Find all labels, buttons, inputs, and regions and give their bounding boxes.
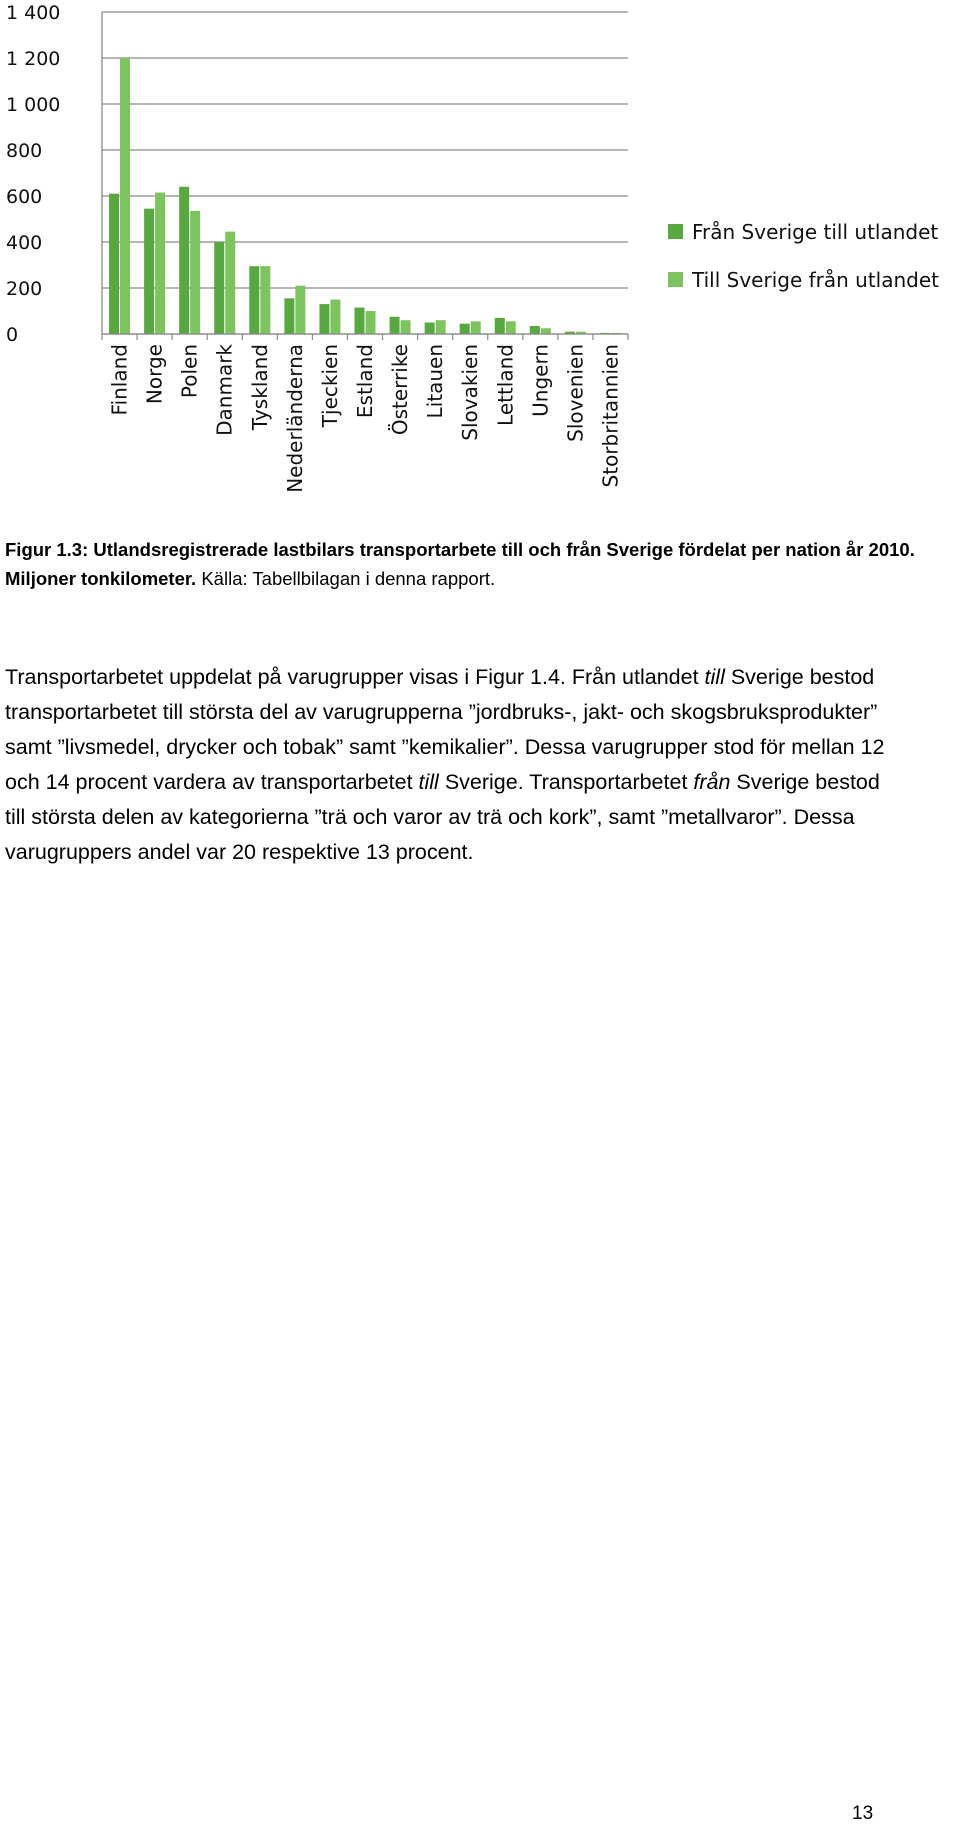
- bar-till-sverige: [225, 232, 235, 334]
- x-category-label: Tjeckien: [317, 344, 342, 428]
- bar-fran-sverige: [109, 194, 119, 334]
- y-tick-label: 1 400: [6, 2, 61, 24]
- bar-till-sverige: [330, 300, 340, 335]
- y-tick-label: 600: [6, 186, 43, 208]
- x-category-label: Slovakien: [458, 344, 483, 441]
- x-category-label: Norge: [142, 344, 167, 405]
- legend-swatch: [668, 272, 683, 287]
- paragraph-text: Sverige bestod till största delen av kategorierna ”trä och varor av trä och kork”, samt ”metallvaror”. Dessa varugruppers andel var 20 respektive 13 procent.: [5, 770, 880, 864]
- bar-fran-sverige: [319, 304, 329, 334]
- x-category-label: Finland: [107, 344, 132, 416]
- legend-swatch: [668, 224, 683, 239]
- bar-fran-sverige: [460, 324, 470, 334]
- legend-label: Från Sverige till utlandet: [692, 220, 939, 244]
- page-number: 13: [852, 1803, 874, 1824]
- y-tick-label: 800: [6, 140, 43, 162]
- bar-till-sverige: [260, 266, 270, 334]
- bar-till-sverige: [190, 211, 200, 334]
- bar-fran-sverige: [249, 266, 259, 334]
- caption-source: Källa: Tabellbilagan i denna rapport.: [196, 568, 496, 589]
- x-category-label: Österrike: [388, 344, 413, 436]
- bar-fran-sverige: [284, 298, 294, 334]
- x-category-label: Litauen: [423, 344, 448, 419]
- x-category-label: Estland: [353, 344, 377, 419]
- bar-till-sverige: [471, 321, 481, 334]
- y-tick-label: 1 200: [6, 48, 61, 70]
- y-tick-label: 0: [6, 324, 19, 346]
- bar-fran-sverige: [390, 317, 400, 334]
- bar-fran-sverige: [144, 209, 154, 334]
- y-tick-label: 400: [6, 232, 43, 254]
- bar-fran-sverige: [214, 242, 224, 334]
- paragraph-text: Transportarbetet uppdelat på varugrupper visas i Figur 1.4. Från utlandet: [5, 665, 705, 689]
- bar-till-sverige: [541, 328, 551, 334]
- paragraph-text: Sverige. Transportarbetet: [438, 770, 694, 794]
- x-category-label: Nederländerna: [282, 344, 307, 493]
- bar-till-sverige: [120, 58, 130, 334]
- caption-bold: Figur 1.3: Utlandsregistrerade lastbilars transportarbete till och från Sverige fördelat per nation år 2010. Miljoner tonkilometer.: [5, 539, 915, 589]
- figure-caption: [5, 535, 925, 593]
- bar-till-sverige: [436, 320, 446, 334]
- paragraph-italic: till: [418, 770, 439, 794]
- bar-fran-sverige: [425, 323, 435, 335]
- bar-till-sverige: [295, 286, 305, 334]
- bar-fran-sverige: [495, 318, 505, 334]
- x-category-label: Danmark: [212, 344, 237, 436]
- bar-till-sverige: [366, 311, 376, 334]
- x-category-label: Storbritannien: [598, 344, 623, 488]
- x-category-label: Tyskland: [247, 344, 272, 431]
- bar-fran-sverige: [530, 326, 540, 334]
- x-category-label: Polen: [177, 344, 202, 399]
- x-category-label: Lettland: [493, 344, 518, 426]
- bar-chart: [0, 0, 960, 530]
- y-tick-label: 200: [6, 278, 43, 300]
- bar-till-sverige: [506, 321, 516, 334]
- paragraph-text: Sverige bestod transportarbetet till största del av varugrupperna ”jordbruks-, jakt- och skogsbruksprodukter” samt ”livsmedel, drycker och tobak” samt ”kemikalier”. Dessa varugrupper stod för mellan 12 och 14 procent vardera av transportarbetet: [5, 665, 885, 794]
- bar-fran-sverige: [355, 308, 365, 334]
- y-tick-label: 1 000: [6, 94, 61, 116]
- bar-till-sverige: [401, 320, 411, 334]
- body-paragraph: [5, 660, 895, 870]
- legend-label: Till Sverige från utlandet: [692, 268, 940, 292]
- paragraph-italic: från: [693, 770, 731, 794]
- x-category-label: Slovenien: [563, 344, 588, 442]
- x-category-label: Ungern: [528, 344, 553, 417]
- paragraph-italic: till: [704, 665, 725, 689]
- bar-till-sverige: [155, 193, 165, 334]
- bar-fran-sverige: [179, 187, 189, 334]
